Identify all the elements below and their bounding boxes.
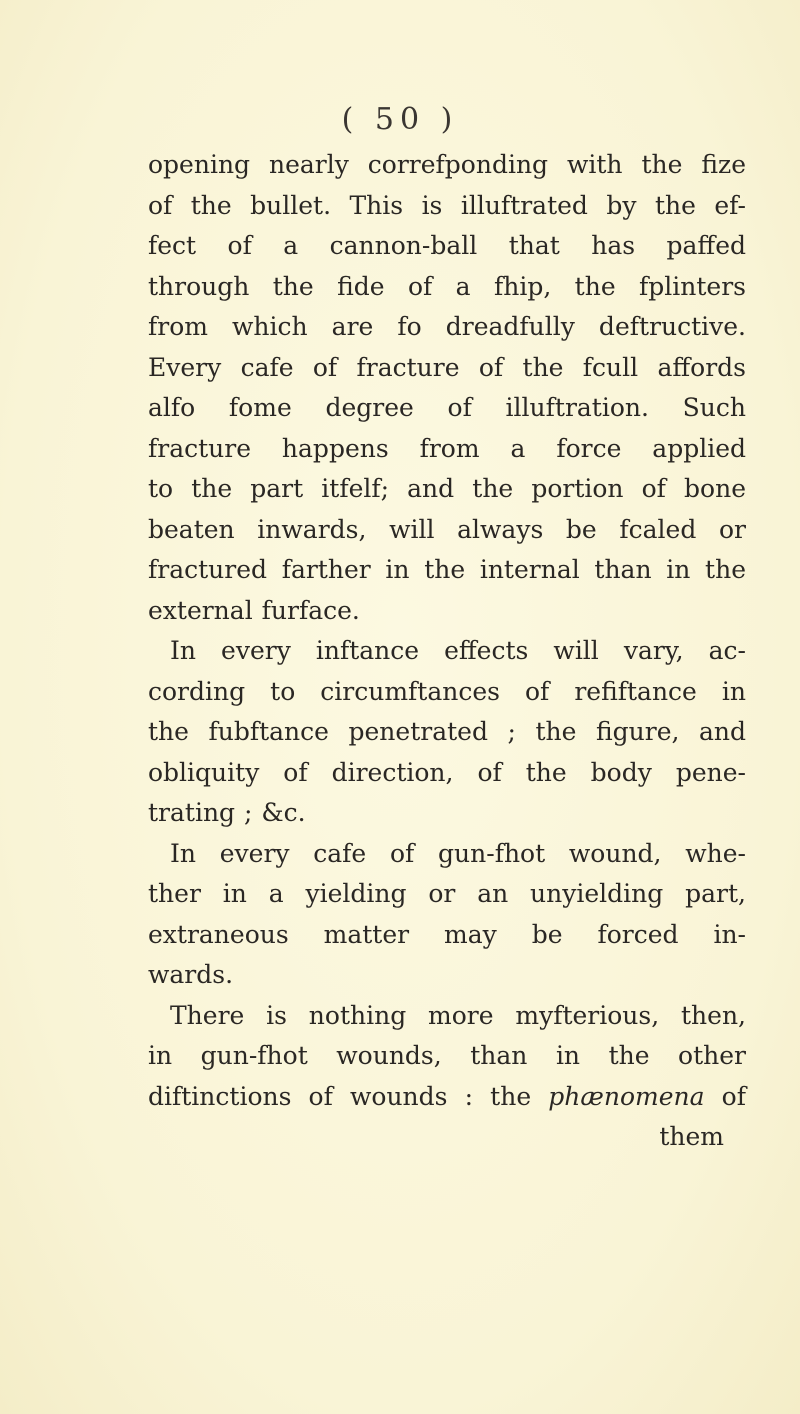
text-line bbox=[148, 1077, 746, 1118]
text-line: from which are fo dreadfully deftructive. bbox=[148, 312, 746, 341]
text-line: alfo fome degree of illuftration. Such bbox=[148, 393, 746, 422]
text-line: wards. bbox=[148, 960, 234, 989]
body-text bbox=[148, 145, 746, 1158]
text-line: ther in a yielding or an unyielding part, bbox=[148, 879, 746, 908]
text-line: cording to circumftances of refiftance in bbox=[148, 676, 746, 706]
text-line: of the bullet. This is illuftrated by the ef- bbox=[148, 190, 746, 220]
text-line: extraneous matter may be forced in- bbox=[148, 919, 746, 949]
paragraph-start-line: There is nothing more myfterious, then, bbox=[170, 1000, 746, 1030]
text-line: trating ; &c. bbox=[148, 798, 306, 827]
italic-term: phænomena bbox=[548, 1081, 705, 1111]
page-number-header: ( 50 ) bbox=[341, 102, 459, 137]
text-line: to the part itfelf; and the portion of bone bbox=[148, 474, 746, 503]
text-line: obliquity of direction, of the body pene- bbox=[148, 757, 746, 787]
text-line: fect of a cannon-ball that has paffed bbox=[148, 231, 746, 260]
text-line: Every cafe of fracture of the fcull affords bbox=[148, 352, 746, 382]
text-line: through the fide of a fhip, the fplinters bbox=[148, 271, 746, 301]
text-line: the fubftance penetrated ; the figure, and bbox=[148, 717, 746, 746]
text-line: beaten inwards, will always be fcaled or bbox=[148, 514, 746, 544]
paragraph-start-line: In every inftance effects will vary, ac- bbox=[170, 636, 746, 665]
text-line: in gun-fhot wounds, than in the other bbox=[148, 1041, 746, 1070]
text-line: fracture happens from a force applied bbox=[148, 433, 746, 463]
text-line-main: diftinctions of wounds : the bbox=[148, 1081, 532, 1111]
catchword: them bbox=[659, 1122, 724, 1151]
text-line-tail: of bbox=[704, 1081, 746, 1111]
text-line: external furface. bbox=[148, 595, 360, 625]
text-line: fractured farther in the internal than in the bbox=[148, 555, 746, 584]
paragraph-start-line: In every cafe of gun-fhot wound, whe- bbox=[170, 838, 746, 868]
text-line: opening nearly correfponding with the fize bbox=[148, 150, 746, 179]
